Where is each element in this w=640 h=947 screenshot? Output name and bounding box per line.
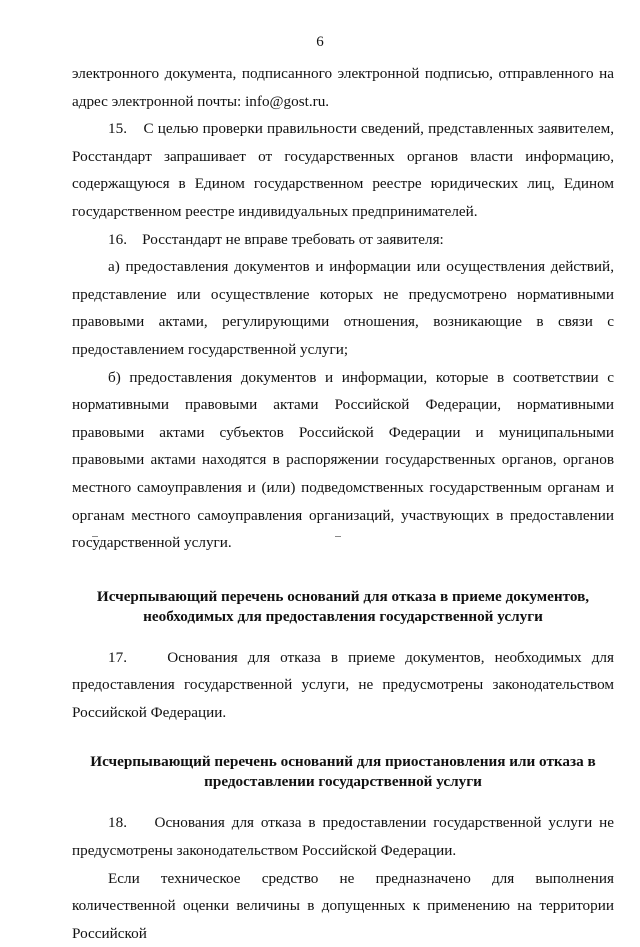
heading-line: Исчерпывающий перечень оснований для отказа в приеме документов, (96, 587, 590, 605)
paragraph-16: 16. Росстандарт не вправе требовать от заявителя: (108, 230, 444, 248)
paragraph-technical-means: Если техническое средство не предназначено для выполнения количественной оценки величины в допущенных к применению на территории Российской (72, 869, 614, 942)
heading-line: необходимых для предоставления государственной услуги (143, 607, 543, 625)
document-body (72, 60, 614, 947)
heading-line: предоставлении государственной услуги (204, 773, 482, 791)
paragraph-16a: а) предоставления документов и информации или осуществления действий, представление или осуществление которых не предусмотрено нормативными правовыми актами, регулирующими отношения, возникающие в связи с предоставлением государственной услуги; (72, 258, 614, 358)
page-number: 6 (316, 34, 324, 50)
paragraph-15: 15. С целью проверки правильности сведений, представленных заявителем, Росстандарт запрашивает от государственных органов власти информацию, содержащуюся в Едином государственном реестре юридических лиц, Едином государственном реестре индивидуальных предпринимателей. (72, 120, 614, 220)
paragraph-16b: б) предоставления документов и информации, которые в соответствии с нормативными правовыми актами Российской Федерации, нормативными правовыми актами субъектов Российской Федерации и муниципальными правовыми актами находятся в распоряжении государственных органов, органов местного самоуправления и (или) подведомственных государственным органам и органам местного самоуправления организаций, участвующих в предоставлении государственной услуги. (72, 368, 614, 552)
section-heading-suspension-refusal (72, 752, 614, 792)
heading-line: Исчерпывающий перечень оснований для приостановления или отказа в (90, 753, 596, 771)
paragraph-continuation: электронного документа, подписанного электронной подписью, отправленного на адрес электронной почты: info@gost.ru. (72, 65, 614, 110)
section-heading-refusal-documents (72, 587, 614, 627)
paragraph-18: 18. Основания для отказа в предоставлении государственной услуги не предусмотрены законодательством Российской Федерации. (72, 814, 614, 860)
paragraph-17: 17. Основания для отказа в приеме документов, необходимых для предоставления государственной услуги, не предусмотрены законодательством Российской Федерации. (72, 648, 614, 721)
